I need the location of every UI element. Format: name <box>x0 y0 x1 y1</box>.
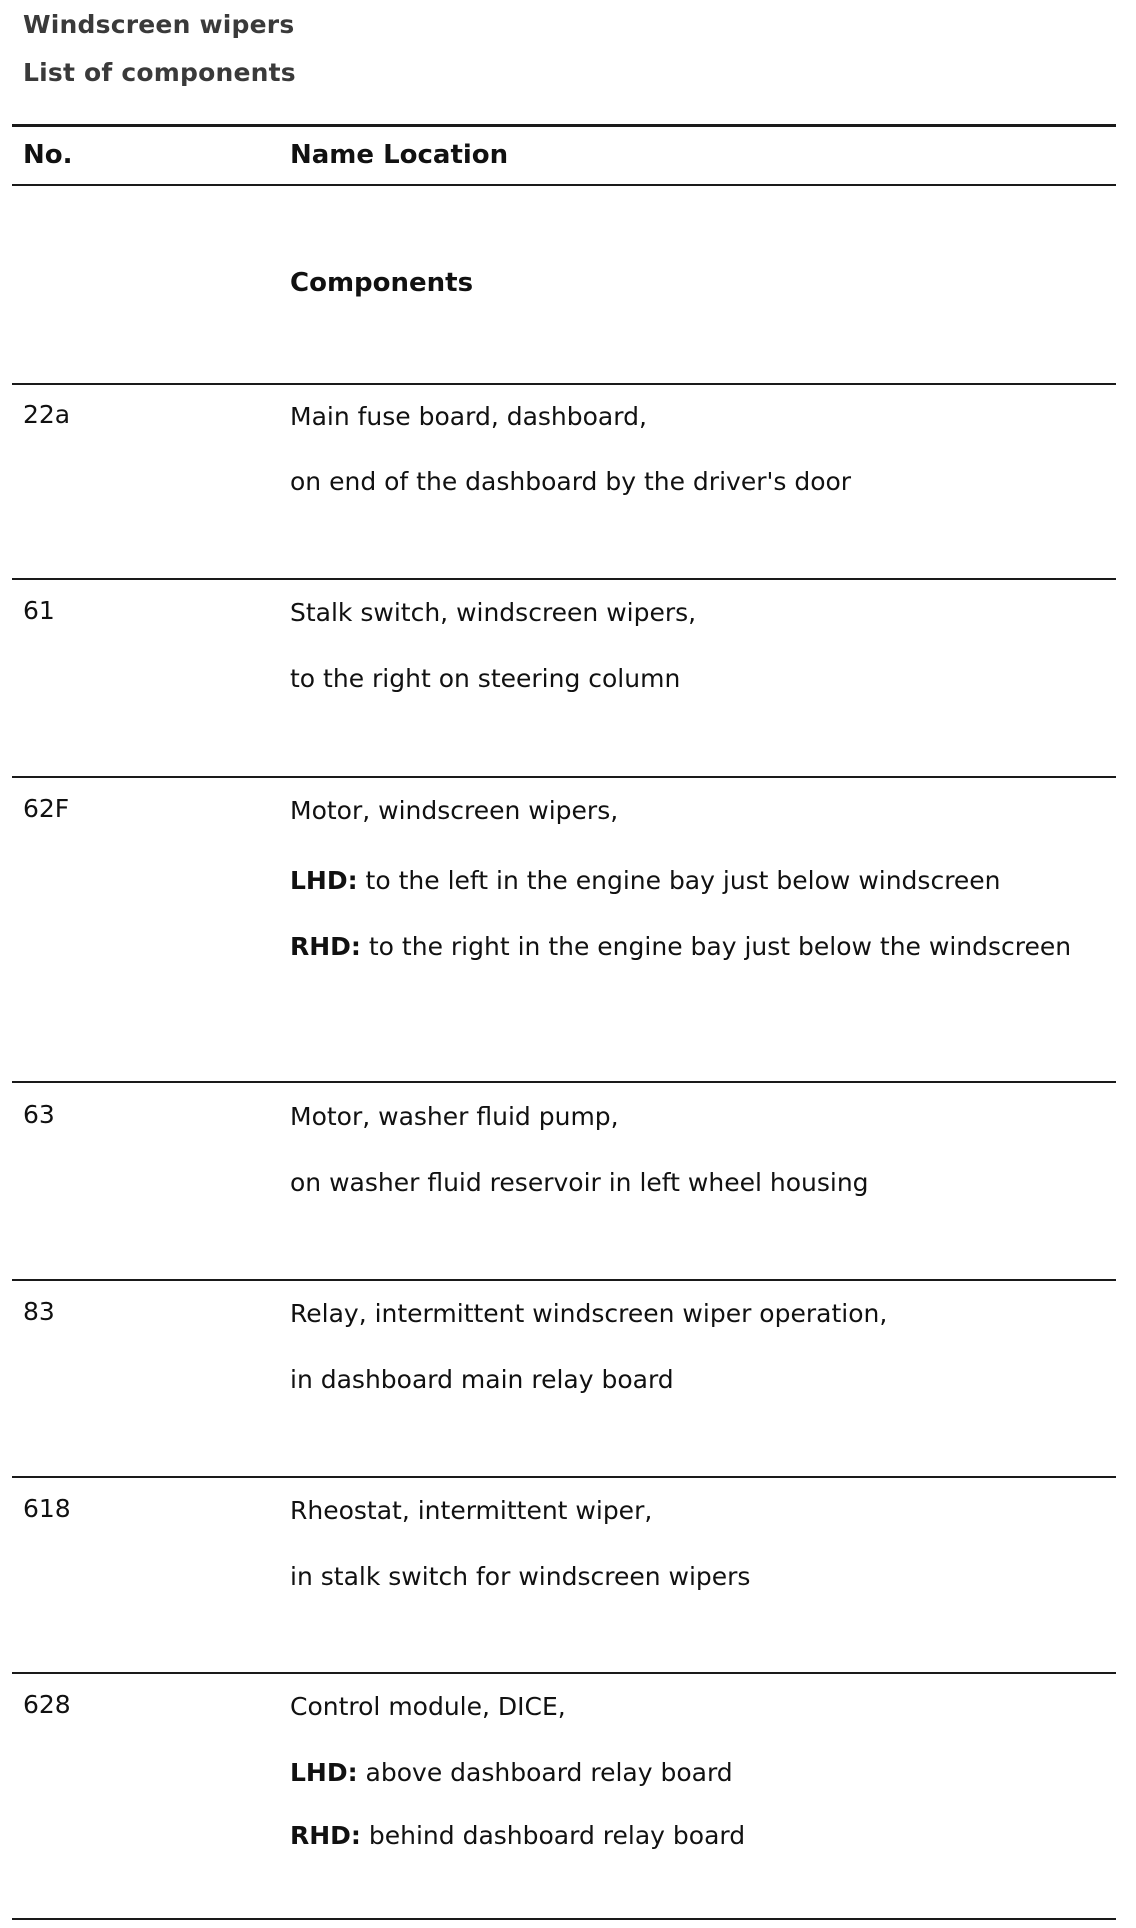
component-description-line <box>290 1819 1110 1853</box>
component-description-line <box>290 794 1110 828</box>
component-description-line <box>290 1690 1110 1724</box>
component-description-text: behind dashboard relay board <box>360 1821 746 1850</box>
component-description-line <box>290 465 1110 499</box>
row-separator-rule <box>12 1081 1116 1083</box>
component-description-line <box>290 400 1110 434</box>
drive-side-label: LHD: <box>290 866 358 895</box>
component-description-line <box>290 1166 1110 1200</box>
table-top-rule <box>12 124 1116 127</box>
column-header-name-location: Name Location <box>290 140 509 170</box>
component-description-text: on washer fluid reservoir in left wheel housing <box>290 1168 869 1197</box>
component-description-text: Relay, intermittent windscreen wiper operation, <box>290 1299 888 1328</box>
component-description-text: to the right on steering column <box>290 664 681 693</box>
drive-side-label: RHD: <box>290 932 361 961</box>
drive-side-label: LHD: <box>290 1758 358 1787</box>
component-description-line <box>290 596 1110 630</box>
column-header-no: No. <box>23 140 73 170</box>
component-description-text: on end of the dashboard by the driver's door <box>290 467 852 496</box>
component-description-line <box>290 1494 1110 1528</box>
row-separator-rule <box>12 1279 1116 1281</box>
component-description-text: to the left in the engine bay just below windscreen <box>357 866 1001 895</box>
component-description-line <box>290 1560 1110 1594</box>
component-description-text: above dashboard relay board <box>357 1758 733 1787</box>
component-description-line <box>290 1297 1110 1331</box>
component-description-text: in stalk switch for windscreen wipers <box>290 1562 751 1591</box>
document-title: Windscreen wipers <box>23 10 295 39</box>
component-number: 628 <box>23 1690 71 1719</box>
component-description-line <box>290 1756 1110 1790</box>
component-description-line <box>290 864 1110 898</box>
table-bottom-rule <box>12 1918 1116 1920</box>
component-number: 83 <box>23 1297 55 1326</box>
component-description-text: Rheostat, intermittent wiper, <box>290 1496 653 1525</box>
component-number: 618 <box>23 1494 71 1523</box>
component-description-text: in dashboard main relay board <box>290 1365 674 1394</box>
component-description-line <box>290 1100 1110 1134</box>
section-heading: Components <box>290 268 474 298</box>
document-subtitle: List of components <box>23 58 296 87</box>
component-description-text: to the right in the engine bay just below the windscreen <box>360 932 1072 961</box>
row-separator-rule <box>12 776 1116 778</box>
component-number: 61 <box>23 596 55 625</box>
component-description-line <box>290 930 1110 964</box>
component-number: 62F <box>23 794 70 823</box>
component-number: 22a <box>23 400 71 429</box>
component-description-text: Stalk switch, windscreen wipers, <box>290 598 697 627</box>
component-description-text: Motor, windscreen wipers, <box>290 796 619 825</box>
row-separator-rule <box>12 383 1116 385</box>
component-description-text: Main fuse board, dashboard, <box>290 402 647 431</box>
component-description-line <box>290 1363 1110 1397</box>
header-bottom-rule <box>12 184 1116 186</box>
row-separator-rule <box>12 1672 1116 1674</box>
row-separator-rule <box>12 578 1116 580</box>
component-description-line <box>290 662 1110 696</box>
row-separator-rule <box>12 1476 1116 1478</box>
component-number: 63 <box>23 1100 55 1129</box>
drive-side-label: RHD: <box>290 1821 361 1850</box>
component-description-text: Motor, washer fluid pump, <box>290 1102 619 1131</box>
component-description-text: Control module, DICE, <box>290 1692 566 1721</box>
